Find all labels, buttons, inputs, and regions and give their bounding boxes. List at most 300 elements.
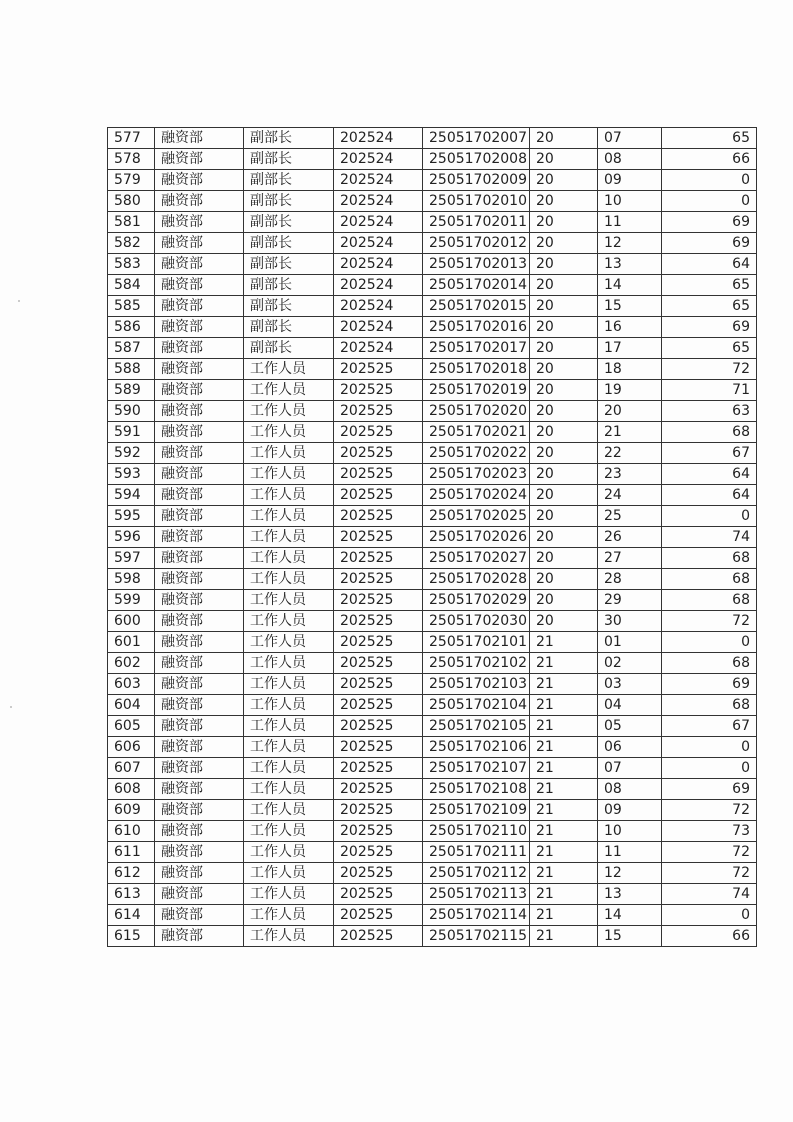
scan-speck [18,300,20,302]
cell-position: 工作人员 [244,590,334,611]
cell-exam-room: 21 [530,821,598,842]
cell-score: 73 [662,821,757,842]
cell-ticket-no: 25051702024 [423,485,530,506]
cell-serial-no: 594 [108,485,155,506]
cell-seat-no: 08 [598,779,662,800]
cell-score: 69 [662,674,757,695]
cell-position: 工作人员 [244,443,334,464]
cell-score: 64 [662,254,757,275]
cell-department: 融资部 [155,905,244,926]
cell-seat-no: 30 [598,611,662,632]
cell-exam-room: 21 [530,905,598,926]
cell-position: 工作人员 [244,737,334,758]
cell-department: 融资部 [155,359,244,380]
cell-score: 68 [662,653,757,674]
cell-score: 72 [662,359,757,380]
cell-department: 融资部 [155,674,244,695]
cell-position: 工作人员 [244,674,334,695]
cell-exam-room: 20 [530,191,598,212]
table-row [108,464,757,485]
cell-exam-room: 20 [530,401,598,422]
cell-position: 工作人员 [244,821,334,842]
cell-ticket-no: 25051702028 [423,569,530,590]
cell-ticket-no: 25051702009 [423,170,530,191]
cell-exam-room: 20 [530,254,598,275]
cell-position: 副部长 [244,233,334,254]
cell-post-code: 202525 [334,506,423,527]
cell-exam-room: 21 [530,800,598,821]
cell-position: 副部长 [244,212,334,233]
table-row [108,359,757,380]
cell-serial-no: 587 [108,338,155,359]
cell-department: 融资部 [155,737,244,758]
cell-position: 工作人员 [244,548,334,569]
cell-seat-no: 24 [598,485,662,506]
cell-ticket-no: 25051702114 [423,905,530,926]
cell-score: 68 [662,422,757,443]
table-row [108,884,757,905]
cell-ticket-no: 25051702106 [423,737,530,758]
cell-department: 融资部 [155,254,244,275]
cell-post-code: 202525 [334,548,423,569]
cell-post-code: 202524 [334,191,423,212]
cell-serial-no: 581 [108,212,155,233]
cell-seat-no: 29 [598,590,662,611]
cell-ticket-no: 25051702029 [423,590,530,611]
cell-score: 0 [662,758,757,779]
cell-seat-no: 18 [598,359,662,380]
cell-position: 工作人员 [244,863,334,884]
cell-seat-no: 21 [598,422,662,443]
cell-ticket-no: 25051702010 [423,191,530,212]
cell-post-code: 202525 [334,905,423,926]
cell-exam-room: 20 [530,485,598,506]
cell-seat-no: 25 [598,506,662,527]
cell-department: 融资部 [155,338,244,359]
cell-serial-no: 596 [108,527,155,548]
cell-post-code: 202524 [334,149,423,170]
table-row [108,485,757,506]
cell-serial-no: 588 [108,359,155,380]
cell-score: 67 [662,443,757,464]
cell-serial-no: 591 [108,422,155,443]
cell-position: 工作人员 [244,569,334,590]
cell-score: 68 [662,548,757,569]
cell-department: 融资部 [155,842,244,863]
cell-score: 64 [662,464,757,485]
table-row [108,905,757,926]
cell-position: 工作人员 [244,926,334,947]
cell-serial-no: 613 [108,884,155,905]
cell-department: 融资部 [155,758,244,779]
cell-exam-room: 20 [530,464,598,485]
cell-position: 工作人员 [244,653,334,674]
cell-seat-no: 01 [598,632,662,653]
cell-seat-no: 13 [598,884,662,905]
cell-ticket-no: 25051702115 [423,926,530,947]
cell-score: 71 [662,380,757,401]
table-row [108,569,757,590]
cell-post-code: 202524 [334,254,423,275]
cell-department: 融资部 [155,548,244,569]
cell-exam-room: 20 [530,338,598,359]
table-row [108,422,757,443]
cell-serial-no: 592 [108,443,155,464]
table-row [108,863,757,884]
cell-department: 融资部 [155,821,244,842]
cell-ticket-no: 25051702020 [423,401,530,422]
cell-seat-no: 11 [598,212,662,233]
table-row [108,926,757,947]
table-row [108,191,757,212]
cell-exam-room: 20 [530,611,598,632]
cell-serial-no: 582 [108,233,155,254]
cell-score: 0 [662,737,757,758]
cell-post-code: 202525 [334,464,423,485]
cell-position: 副部长 [244,296,334,317]
cell-post-code: 202525 [334,716,423,737]
cell-post-code: 202525 [334,485,423,506]
cell-exam-room: 21 [530,695,598,716]
cell-ticket-no: 25051702008 [423,149,530,170]
cell-exam-room: 21 [530,884,598,905]
cell-position: 工作人员 [244,779,334,800]
table-row [108,317,757,338]
cell-position: 工作人员 [244,905,334,926]
cell-ticket-no: 25051702102 [423,653,530,674]
cell-ticket-no: 25051702108 [423,779,530,800]
cell-seat-no: 13 [598,254,662,275]
cell-department: 融资部 [155,485,244,506]
cell-serial-no: 585 [108,296,155,317]
cell-post-code: 202525 [334,401,423,422]
cell-ticket-no: 25051702011 [423,212,530,233]
cell-post-code: 202524 [334,275,423,296]
cell-exam-room: 20 [530,128,598,149]
cell-position: 副部长 [244,338,334,359]
cell-position: 副部长 [244,170,334,191]
scan-speck [10,706,12,708]
cell-department: 融资部 [155,317,244,338]
cell-post-code: 202525 [334,758,423,779]
cell-exam-room: 21 [530,653,598,674]
cell-ticket-no: 25051702104 [423,695,530,716]
cell-serial-no: 579 [108,170,155,191]
cell-exam-room: 20 [530,569,598,590]
cell-position: 副部长 [244,254,334,275]
table-row [108,338,757,359]
cell-seat-no: 28 [598,569,662,590]
cell-post-code: 202525 [334,632,423,653]
cell-seat-no: 04 [598,695,662,716]
table-row [108,149,757,170]
cell-score: 74 [662,884,757,905]
cell-serial-no: 597 [108,548,155,569]
cell-exam-room: 20 [530,527,598,548]
cell-exam-room: 21 [530,758,598,779]
cell-post-code: 202524 [334,170,423,191]
table-row [108,611,757,632]
cell-seat-no: 15 [598,296,662,317]
cell-seat-no: 27 [598,548,662,569]
table-row [108,548,757,569]
cell-post-code: 202525 [334,359,423,380]
cell-serial-no: 614 [108,905,155,926]
cell-department: 融资部 [155,695,244,716]
cell-post-code: 202525 [334,569,423,590]
cell-post-code: 202525 [334,737,423,758]
cell-score: 66 [662,926,757,947]
cell-post-code: 202525 [334,674,423,695]
cell-score: 0 [662,170,757,191]
cell-serial-no: 595 [108,506,155,527]
table-row [108,674,757,695]
cell-serial-no: 607 [108,758,155,779]
cell-post-code: 202524 [334,233,423,254]
cell-seat-no: 19 [598,380,662,401]
cell-seat-no: 07 [598,758,662,779]
cell-serial-no: 584 [108,275,155,296]
cell-post-code: 202525 [334,863,423,884]
table-row [108,632,757,653]
cell-post-code: 202525 [334,527,423,548]
table-row [108,212,757,233]
cell-position: 工作人员 [244,422,334,443]
cell-ticket-no: 25051702014 [423,275,530,296]
cell-score: 0 [662,632,757,653]
cell-post-code: 202524 [334,212,423,233]
cell-department: 融资部 [155,275,244,296]
cell-ticket-no: 25051702022 [423,443,530,464]
table-row [108,254,757,275]
table-row [108,821,757,842]
cell-seat-no: 03 [598,674,662,695]
table-row [108,590,757,611]
cell-position: 工作人员 [244,380,334,401]
cell-ticket-no: 25051702026 [423,527,530,548]
cell-score: 65 [662,275,757,296]
cell-post-code: 202525 [334,884,423,905]
cell-serial-no: 590 [108,401,155,422]
cell-position: 副部长 [244,149,334,170]
cell-ticket-no: 25051702105 [423,716,530,737]
table-row [108,800,757,821]
cell-position: 工作人员 [244,401,334,422]
cell-exam-room: 20 [530,233,598,254]
cell-ticket-no: 25051702113 [423,884,530,905]
cell-seat-no: 12 [598,863,662,884]
cell-seat-no: 26 [598,527,662,548]
cell-post-code: 202525 [334,653,423,674]
cell-serial-no: 600 [108,611,155,632]
cell-serial-no: 599 [108,590,155,611]
cell-serial-no: 608 [108,779,155,800]
cell-serial-no: 610 [108,821,155,842]
cell-post-code: 202524 [334,338,423,359]
table-body [108,128,757,947]
cell-seat-no: 06 [598,737,662,758]
cell-exam-room: 21 [530,716,598,737]
cell-post-code: 202525 [334,842,423,863]
cell-ticket-no: 25051702101 [423,632,530,653]
cell-position: 工作人员 [244,527,334,548]
cell-ticket-no: 25051702025 [423,506,530,527]
cell-department: 融资部 [155,128,244,149]
cell-exam-room: 20 [530,212,598,233]
cell-serial-no: 583 [108,254,155,275]
cell-department: 融资部 [155,653,244,674]
cell-post-code: 202524 [334,128,423,149]
cell-score: 0 [662,905,757,926]
cell-exam-room: 20 [530,590,598,611]
cell-score: 69 [662,317,757,338]
table-row [108,737,757,758]
cell-post-code: 202525 [334,926,423,947]
cell-position: 工作人员 [244,611,334,632]
table-row [108,401,757,422]
cell-post-code: 202525 [334,779,423,800]
cell-seat-no: 09 [598,170,662,191]
cell-exam-room: 21 [530,737,598,758]
cell-position: 工作人员 [244,884,334,905]
cell-ticket-no: 25051702017 [423,338,530,359]
cell-department: 融资部 [155,233,244,254]
cell-department: 融资部 [155,212,244,233]
cell-score: 72 [662,800,757,821]
cell-ticket-no: 25051702019 [423,380,530,401]
cell-seat-no: 05 [598,716,662,737]
cell-serial-no: 603 [108,674,155,695]
cell-department: 融资部 [155,527,244,548]
cell-position: 副部长 [244,275,334,296]
cell-exam-room: 20 [530,548,598,569]
cell-position: 工作人员 [244,758,334,779]
cell-position: 工作人员 [244,359,334,380]
cell-serial-no: 604 [108,695,155,716]
table-row [108,443,757,464]
cell-department: 融资部 [155,149,244,170]
cell-score: 0 [662,506,757,527]
cell-post-code: 202525 [334,422,423,443]
cell-department: 融资部 [155,926,244,947]
score-table [107,127,757,947]
cell-position: 工作人员 [244,695,334,716]
cell-post-code: 202525 [334,590,423,611]
cell-score: 74 [662,527,757,548]
cell-serial-no: 578 [108,149,155,170]
cell-position: 副部长 [244,317,334,338]
cell-ticket-no: 25051702103 [423,674,530,695]
cell-seat-no: 12 [598,233,662,254]
cell-score: 66 [662,149,757,170]
cell-post-code: 202525 [334,821,423,842]
cell-seat-no: 17 [598,338,662,359]
cell-position: 工作人员 [244,800,334,821]
table-row [108,296,757,317]
cell-post-code: 202525 [334,443,423,464]
cell-score: 0 [662,191,757,212]
cell-seat-no: 08 [598,149,662,170]
cell-department: 融资部 [155,716,244,737]
cell-score: 69 [662,212,757,233]
cell-post-code: 202525 [334,695,423,716]
cell-serial-no: 601 [108,632,155,653]
cell-score: 72 [662,863,757,884]
cell-score: 68 [662,590,757,611]
table-row [108,653,757,674]
table-row [108,527,757,548]
cell-serial-no: 577 [108,128,155,149]
cell-position: 工作人员 [244,464,334,485]
cell-exam-room: 20 [530,380,598,401]
cell-department: 融资部 [155,401,244,422]
cell-score: 69 [662,779,757,800]
cell-post-code: 202525 [334,800,423,821]
cell-department: 融资部 [155,191,244,212]
table-row [108,716,757,737]
cell-position: 工作人员 [244,842,334,863]
cell-exam-room: 20 [530,275,598,296]
cell-serial-no: 589 [108,380,155,401]
cell-serial-no: 605 [108,716,155,737]
cell-department: 融资部 [155,443,244,464]
cell-score: 65 [662,296,757,317]
cell-exam-room: 20 [530,359,598,380]
cell-department: 融资部 [155,380,244,401]
cell-exam-room: 20 [530,506,598,527]
cell-exam-room: 20 [530,149,598,170]
cell-position: 工作人员 [244,632,334,653]
cell-department: 融资部 [155,464,244,485]
table-row [108,275,757,296]
table-row [108,779,757,800]
cell-seat-no: 11 [598,842,662,863]
cell-seat-no: 09 [598,800,662,821]
cell-serial-no: 580 [108,191,155,212]
cell-score: 69 [662,233,757,254]
cell-exam-room: 21 [530,779,598,800]
cell-serial-no: 606 [108,737,155,758]
cell-score: 72 [662,842,757,863]
cell-department: 融资部 [155,590,244,611]
cell-exam-room: 20 [530,443,598,464]
cell-seat-no: 14 [598,905,662,926]
cell-ticket-no: 25051702027 [423,548,530,569]
table-row [108,170,757,191]
cell-ticket-no: 25051702111 [423,842,530,863]
cell-exam-room: 21 [530,926,598,947]
cell-department: 融资部 [155,632,244,653]
cell-ticket-no: 25051702015 [423,296,530,317]
cell-ticket-no: 25051702030 [423,611,530,632]
cell-exam-room: 20 [530,422,598,443]
cell-ticket-no: 25051702112 [423,863,530,884]
cell-seat-no: 14 [598,275,662,296]
cell-ticket-no: 25051702110 [423,821,530,842]
cell-score: 67 [662,716,757,737]
cell-exam-room: 20 [530,296,598,317]
cell-department: 融资部 [155,569,244,590]
cell-score: 65 [662,338,757,359]
cell-ticket-no: 25051702107 [423,758,530,779]
cell-position: 副部长 [244,128,334,149]
table-row [108,695,757,716]
cell-ticket-no: 25051702021 [423,422,530,443]
cell-department: 融资部 [155,800,244,821]
cell-seat-no: 22 [598,443,662,464]
cell-score: 72 [662,611,757,632]
cell-position: 工作人员 [244,485,334,506]
